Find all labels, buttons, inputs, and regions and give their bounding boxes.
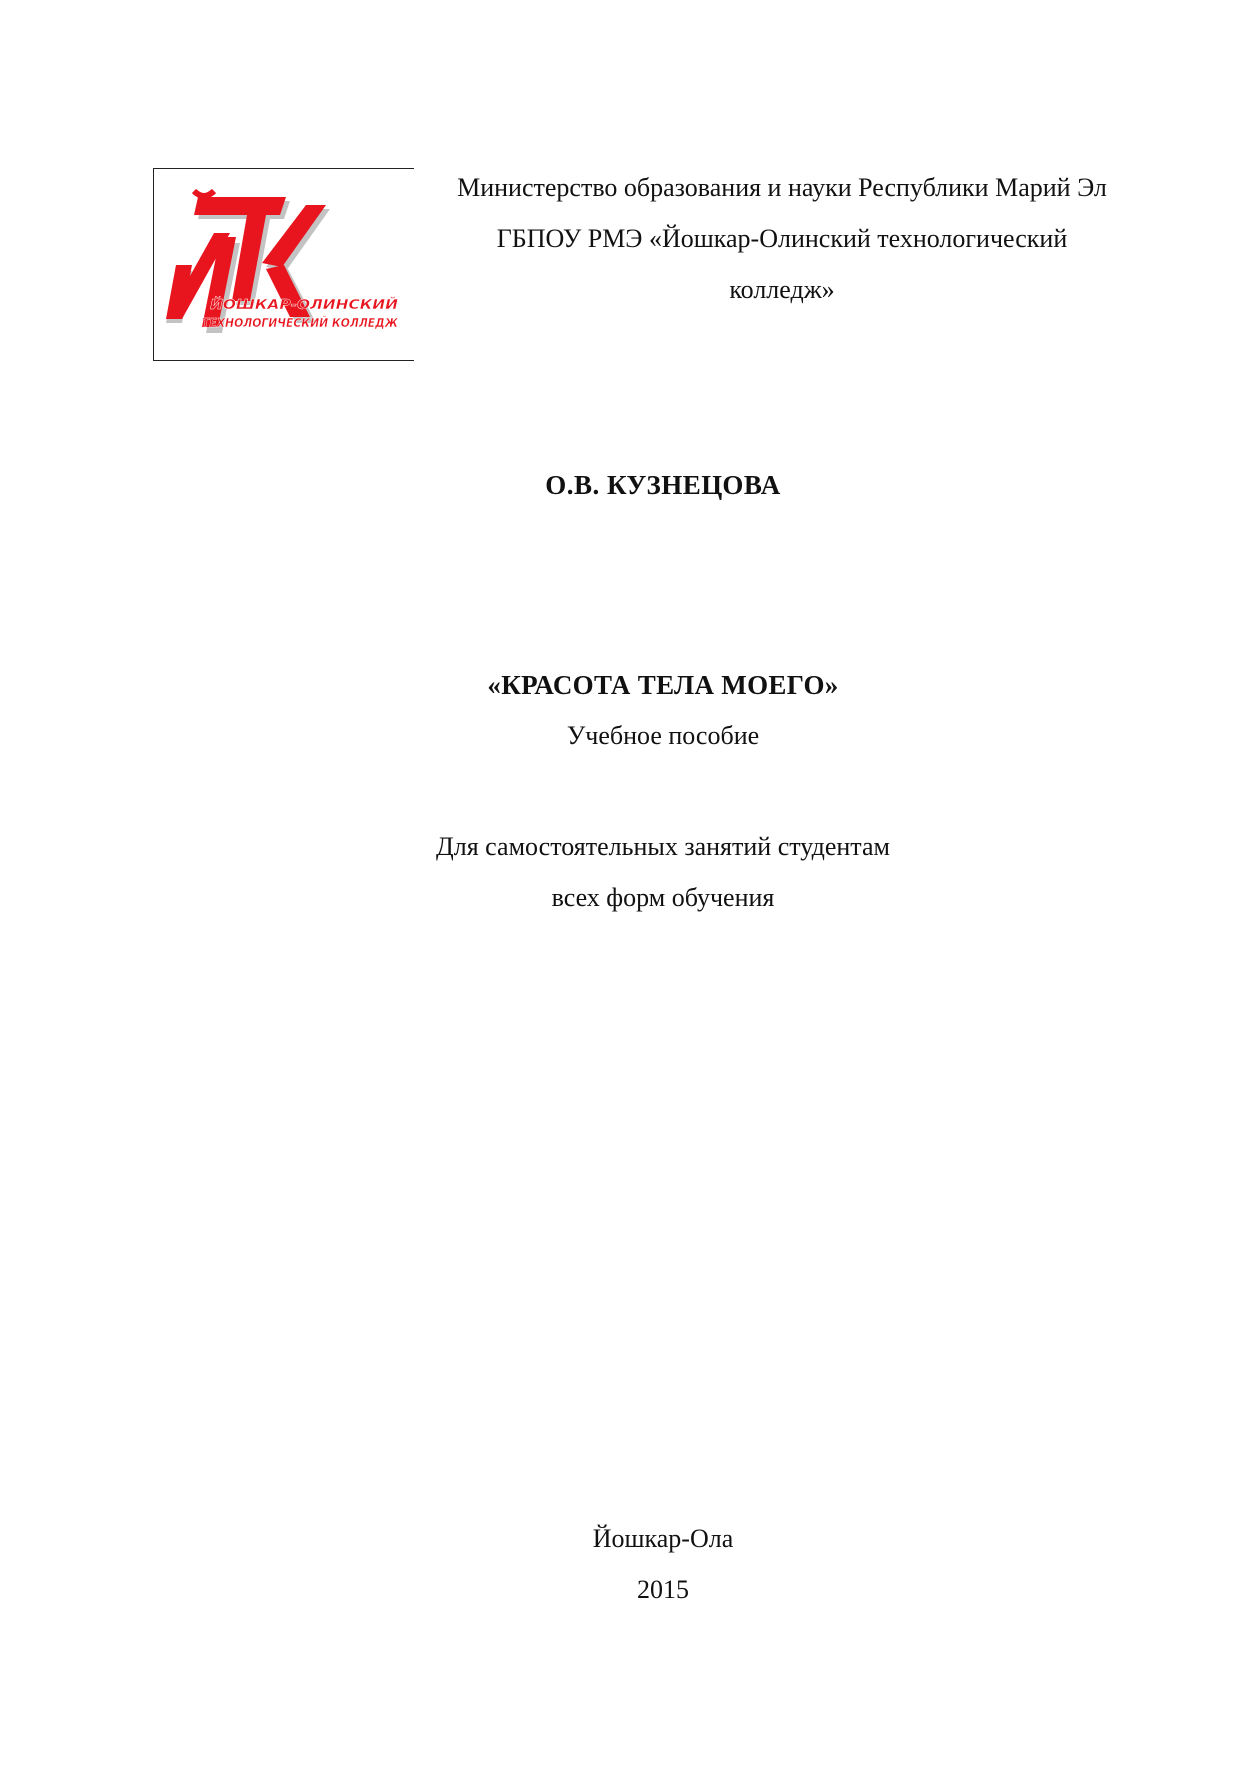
header-line-college: ГБПОУ РМЭ «Йошкар-Олинский технологический [496,224,1068,253]
audience-line-2: всех форм обучения [551,883,775,912]
publication-city: Йошкар-Ола [592,1524,734,1553]
book-title: «КРАСОТА ТЕЛА МОЕГО» [487,670,839,700]
author-name: О.В. КУЗНЕЦОВА [545,470,781,500]
audience-line-1: Для самостоятельных занятий студентам [436,832,890,861]
svg-text:ТЕХНОЛОГИЧЕСКИЙ КОЛЛЕДЖ: ТЕХНОЛОГИЧЕСКИЙ КОЛЛЕДЖ [202,315,399,330]
college-logo-graphic [154,169,415,362]
publication-year: 2015 [637,1575,689,1604]
header-line-college-end: колледж» [729,275,835,304]
svg-text:ЙОШКАР-ОЛИНСКИЙ: ЙОШКАР-ОЛИНСКИЙ [210,297,376,313]
book-type: Учебное пособие [566,721,760,750]
header-line-ministry: Министерство образования и науки Республики Марий Эл [457,173,1107,202]
audience-note [0,821,1241,923]
college-logo [153,168,414,361]
ministry-header [414,162,1150,315]
